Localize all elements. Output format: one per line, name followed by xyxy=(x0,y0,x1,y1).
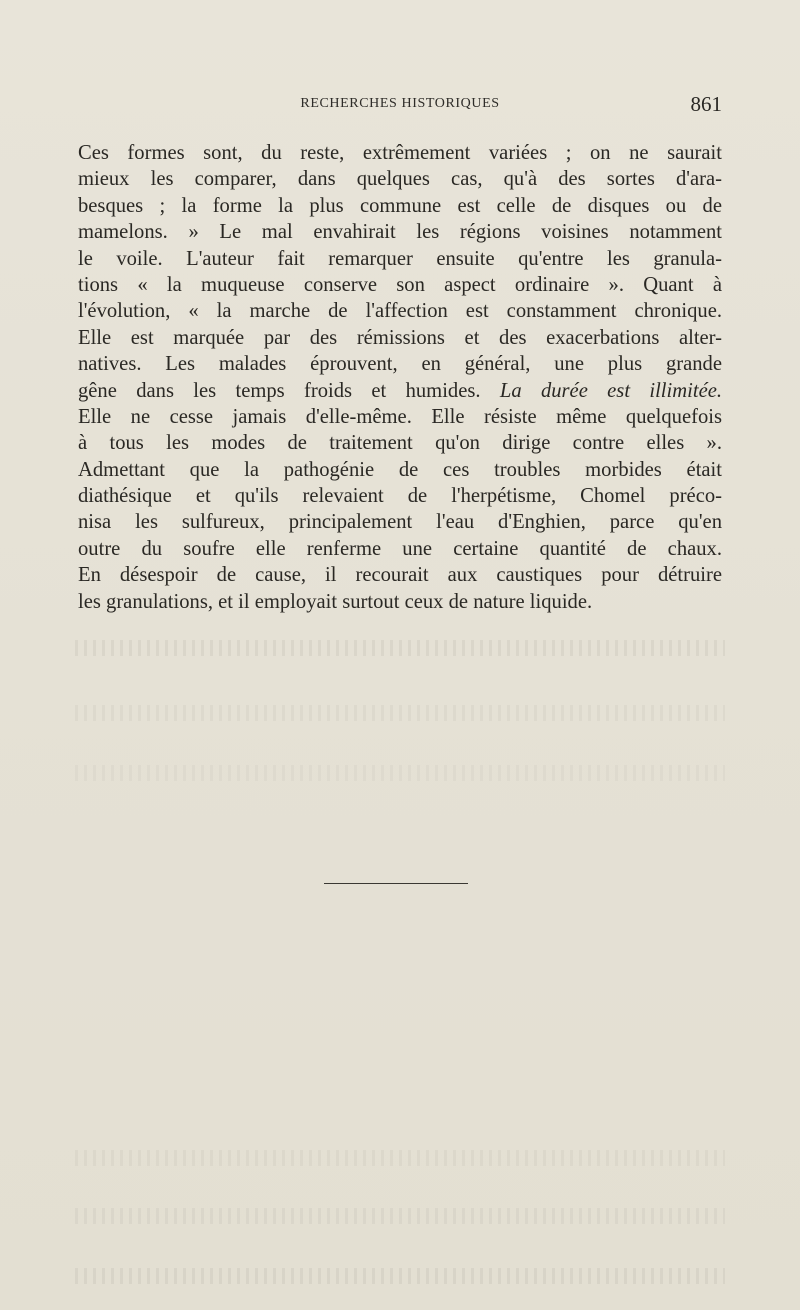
running-title: RECHERCHES HISTORIQUES xyxy=(300,96,500,111)
show-through-text xyxy=(75,1268,725,1284)
show-through-text xyxy=(75,705,725,721)
text-line-7: l'évolution, « la marche de l'affection est constamment chronique. xyxy=(78,300,722,323)
text-line-11: Elle ne cesse jamais d'elle-même. Elle résiste même quelquefois xyxy=(78,405,722,428)
text-line-13: Admettant que la pathogénie de ces troubles morbides était xyxy=(78,458,722,481)
show-through-text xyxy=(75,765,725,781)
text-line-17: En désespoir de cause, il recourait aux caustiques pour détruire xyxy=(78,564,722,587)
text-line-4: mamelons. » Le mal envahirait les régions voisines notamment xyxy=(78,221,722,244)
text-line-18: les granulations, et il employait surtout ceux de nature liquide. xyxy=(78,590,593,613)
text-line-8: Elle est marquée par des rémissions et des exacerbations alter- xyxy=(78,326,722,349)
text-line-1: Ces formes sont, du reste, extrêmement variées ; on ne saurait xyxy=(78,142,722,164)
page-number: 861 xyxy=(690,92,722,116)
text-line-3: besques ; la forme la plus commune est celle de disques ou de xyxy=(78,194,722,217)
text-line-2: mieux les comparer, dans quelques cas, qu'à des sortes d'ara- xyxy=(78,168,722,191)
text-line-5: le voile. L'auteur fait remarquer ensuite qu'entre les granula- xyxy=(78,247,722,270)
section-rule xyxy=(324,883,468,884)
text-line-14: diathésique et qu'ils relevaient de l'herpétisme, Chomel préco- xyxy=(78,485,722,508)
text-line-16: outre du soufre elle renferme une certaine quantité de chaux. xyxy=(78,537,722,560)
show-through-text xyxy=(75,1208,725,1224)
show-through-text xyxy=(75,1150,725,1166)
text-line-10 xyxy=(78,378,722,404)
text-line-6: tions « la muqueuse conserve son aspect ordinaire ». Quant à xyxy=(78,273,722,296)
body-text xyxy=(78,140,722,615)
text-line-9: natives. Les malades éprouvent, en général, une plus grande xyxy=(78,353,722,376)
show-through-text xyxy=(75,640,725,656)
italic-phrase: La durée est illimitée. xyxy=(499,379,722,402)
text-line-12: à tous les modes de traitement qu'on dirige contre elles ». xyxy=(78,432,722,455)
text-line-15: nisa les sulfureux, principalement l'eau d'Enghien, parce qu'en xyxy=(78,511,722,534)
text-line-10-roman: gêne dans les temps froids et humides. xyxy=(78,379,481,402)
running-head xyxy=(78,92,722,120)
